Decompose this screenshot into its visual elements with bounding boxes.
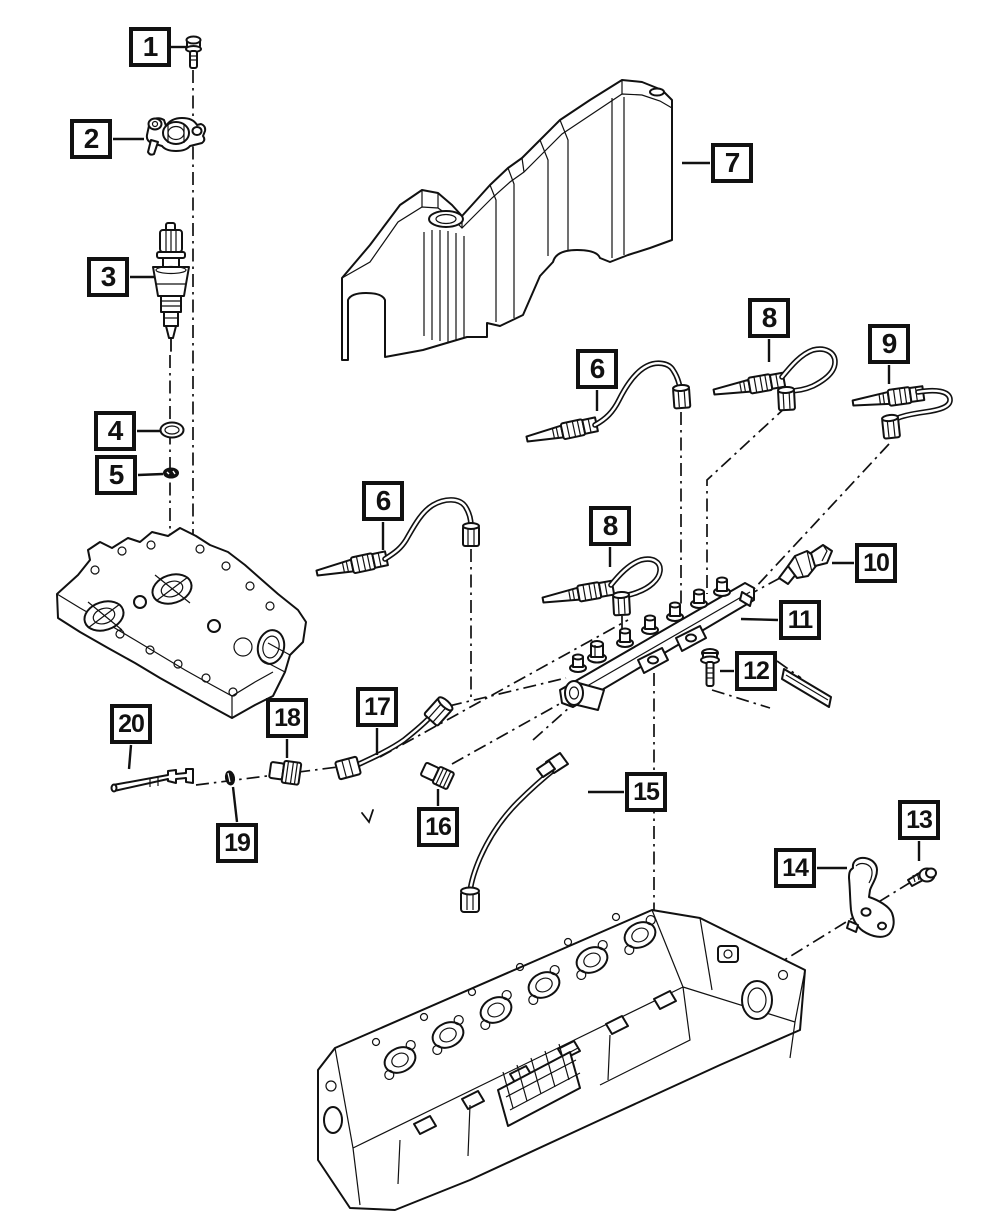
rail-pressure-sensor xyxy=(779,545,832,584)
callout-injector-clamp[interactable]: 2 xyxy=(70,119,112,159)
mounting-plane-strip xyxy=(782,669,831,707)
fuel-rail-bolt xyxy=(701,649,719,686)
fuel-line-cyl-4 xyxy=(542,559,660,615)
callout-fuel-line-cyl-6[interactable]: 9 xyxy=(868,324,910,364)
callout-fuel-line-cyl-4[interactable]: 8 xyxy=(589,506,631,546)
bracket-screw xyxy=(908,869,936,887)
injector-o-ring xyxy=(161,423,184,438)
callout-fuel-supply-line[interactable]: 15 xyxy=(625,772,667,812)
callout-injector-seal[interactable]: 5 xyxy=(95,455,137,495)
callout-bracket-screw[interactable]: 13 xyxy=(898,800,940,840)
fuel-injector xyxy=(153,223,189,351)
fuel-line-cyl-6 xyxy=(852,385,950,439)
tube-nut xyxy=(269,759,302,785)
callout-injector-connector-tube[interactable]: 20 xyxy=(110,704,152,744)
engine-acoustic-cover xyxy=(342,80,672,360)
callout-connector-fitting[interactable]: 16 xyxy=(417,807,459,847)
leader-line-fuel-rail xyxy=(741,619,778,620)
callout-support-bracket[interactable]: 14 xyxy=(774,848,816,888)
callout-fuel-rail[interactable]: 11 xyxy=(779,600,821,640)
callout-injector-o-ring[interactable]: 4 xyxy=(94,411,136,451)
fuel-line-cyl-3 xyxy=(713,349,835,410)
cylinder-head-section xyxy=(57,528,306,718)
callout-tube-seal[interactable]: 19 xyxy=(216,823,258,863)
leader-line-injector-seal xyxy=(138,474,163,475)
callout-fuel-drain-line[interactable]: 17 xyxy=(356,687,398,727)
injector-clamp-bolt xyxy=(186,37,201,69)
callout-fuel-line-cyl-2[interactable]: 6 xyxy=(576,349,618,389)
callout-fuel-line-cyl-1[interactable]: 6 xyxy=(362,481,404,521)
tube-seal xyxy=(224,770,235,785)
cylinder-head xyxy=(318,910,805,1210)
callout-fuel-line-cyl-3[interactable]: 8 xyxy=(748,298,790,338)
callout-engine-acoustic-cover[interactable]: 7 xyxy=(711,143,753,183)
fuel-supply-line xyxy=(461,753,568,912)
injector-connector-tube xyxy=(112,769,194,792)
leader-line-tube-seal xyxy=(233,787,237,822)
injector-seal xyxy=(164,468,179,478)
connector-fitting xyxy=(420,761,455,790)
leader-line-injector-connector-tube xyxy=(129,745,131,769)
view-arrow-mark xyxy=(362,810,373,822)
callout-fuel-rail-bolt[interactable]: 12 xyxy=(735,651,777,691)
callout-fuel-injector[interactable]: 3 xyxy=(87,257,129,297)
injector-clamp xyxy=(147,118,205,155)
callout-tube-nut[interactable]: 18 xyxy=(266,698,308,738)
callout-injector-clamp-bolt[interactable]: 1 xyxy=(129,27,171,67)
callout-rail-pressure-sensor[interactable]: 10 xyxy=(855,543,897,583)
